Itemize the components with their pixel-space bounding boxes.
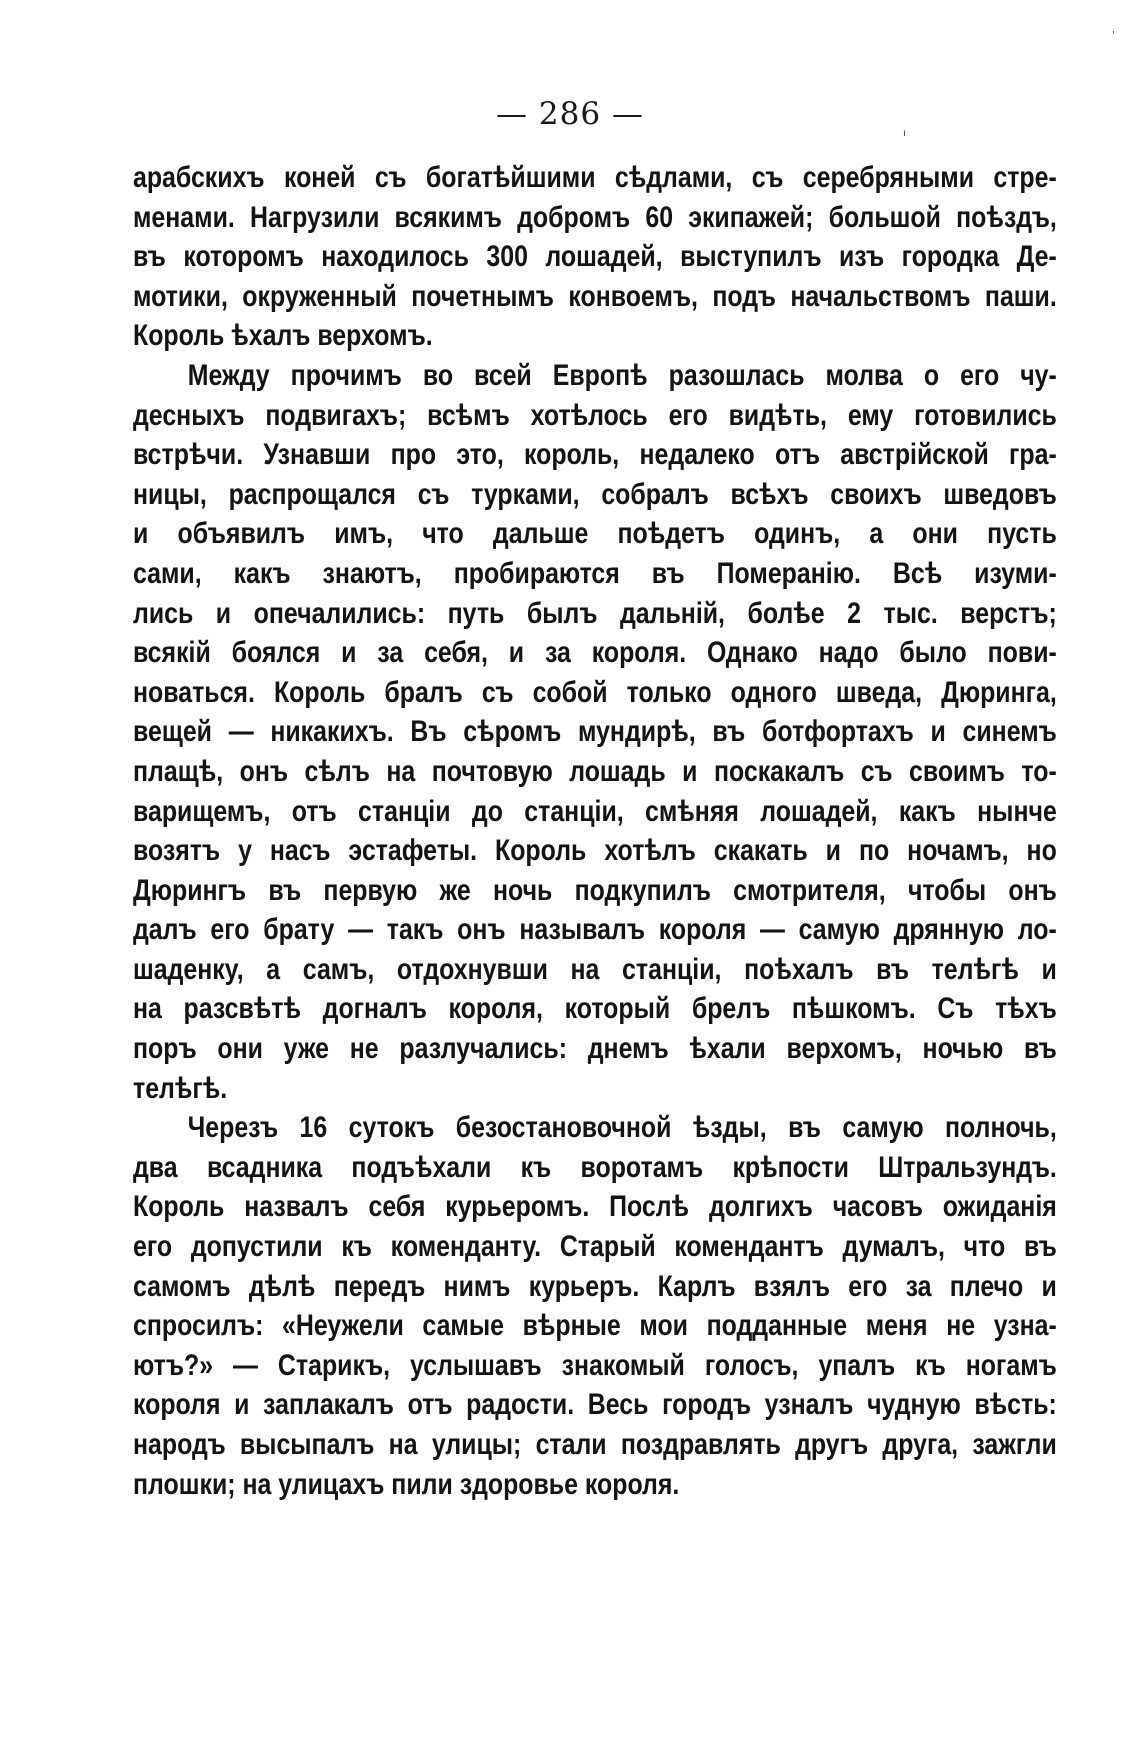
text-line: новаться. Король бралъ съ собой только одного шведа, Дюринга, <box>133 675 1057 709</box>
text-line: ницы, распрощался съ турками, собралъ всѣхъ своихъ шведовъ <box>133 477 1057 511</box>
text-line: Король назвалъ себя курьеромъ. Послѣ долгихъ часовъ ожиданія <box>133 1190 1057 1224</box>
text-line: самомъ дѣлѣ передъ нимъ курьеръ. Карлъ взялъ его за плечо и <box>133 1269 1057 1303</box>
text-line: народъ высыпалъ на улицы; стали поздравлять другъ друга, зажгли <box>133 1428 1057 1461</box>
text-line: Между прочимъ во всей Европѣ разошлась молва о его чу- <box>187 358 1057 392</box>
text-line: поръ они уже не разлучались: днемъ ѣхали верхомъ, ночью въ <box>133 1032 1057 1066</box>
text-line: лись и опечалились: путь былъ дальній, болѣе 2 тыс. верстъ; <box>133 596 1057 630</box>
scan-speck: ı <box>903 128 906 139</box>
text-line: два всадника подъѣхали къ воротамъ крѣпости Штральзундъ. <box>133 1150 1057 1184</box>
text-line: встрѣчи. Узнавши про это, король, недалеко отъ австрійской гра- <box>133 438 1057 472</box>
body-text <box>133 158 1057 1504</box>
text-line: плащѣ, онъ сѣлъ на почтовую лошадь и поскакалъ съ своимъ то- <box>133 754 1057 788</box>
text-line: и объявилъ имъ, что дальше поѣдетъ одинъ, а они пусть <box>133 517 1057 551</box>
text-line: телѣгѣ. <box>133 1071 228 1105</box>
text-line: плошки; на улицахъ пили здоровье короля. <box>133 1467 680 1501</box>
text-line: Дюрингъ въ первую же ночь подкупилъ смотрителя, чтобы онъ <box>133 873 1057 907</box>
text-line: мотики, окруженный почетнымъ конвоемъ, подъ начальствомъ паши. <box>133 279 1057 313</box>
text-line: варищемъ, отъ станціи до станціи, смѣняя лошадей, какъ нынче <box>133 794 1057 828</box>
scan-speck: ' <box>1112 30 1115 41</box>
text-line: спросилъ: «Неужели самые вѣрные мои подданные меня не узна- <box>133 1309 1057 1343</box>
text-line: десныхъ подвигахъ; всѣмъ хотѣлось его видѣть, ему готовились <box>133 398 1057 432</box>
text-line: короля и заплакалъ отъ радости. Весь городъ узналъ чудную вѣсть: <box>133 1388 1057 1422</box>
text-line: его допустили къ коменданту. Старый комендантъ думалъ, что въ <box>133 1230 1057 1264</box>
text-line: Король ѣхалъ верхомъ. <box>133 319 433 353</box>
text-line: арабскихъ коней съ богатѣйшими сѣдлами, съ серебряными стре- <box>133 161 1057 194</box>
text-line: на разсвѣтѣ догналъ короля, который брелъ пѣшкомъ. Съ тѣхъ <box>133 992 1057 1026</box>
text-line: возятъ у насъ эстафеты. Король хотѣлъ скакать и по ночамъ, но <box>133 834 1057 868</box>
text-line: далъ его брату — такъ онъ называлъ короля — самую дрянную ло- <box>133 913 1057 947</box>
text-line: въ которомъ находилось 300 лошадей, выступилъ изъ городка Де- <box>133 240 1057 274</box>
text-line: Черезъ 16 сутокъ безостановочной ѣзды, въ самую полночь, <box>187 1111 1057 1145</box>
text-line: менами. Нагрузили всякимъ добромъ 60 экипажей; большой поѣздъ, <box>133 200 1057 234</box>
text-line: сами, какъ знаютъ, пробираются въ Померанію. Всѣ изуми- <box>133 556 1057 590</box>
text-line: ютъ?» — Старикъ, услышавъ знакомый голосъ, упалъ къ ногамъ <box>133 1348 1057 1382</box>
text-line: всякій боялся и за себя, и за короля. Однако надо было пови- <box>133 636 1057 670</box>
page-number: — 286 — <box>496 96 644 132</box>
text-line: шаденку, а самъ, отдохнувши на станціи, поѣхалъ въ телѣгѣ и <box>133 952 1057 986</box>
text-line: вещей — никакихъ. Въ сѣромъ мундирѣ, въ ботфортахъ и синемъ <box>133 715 1057 749</box>
